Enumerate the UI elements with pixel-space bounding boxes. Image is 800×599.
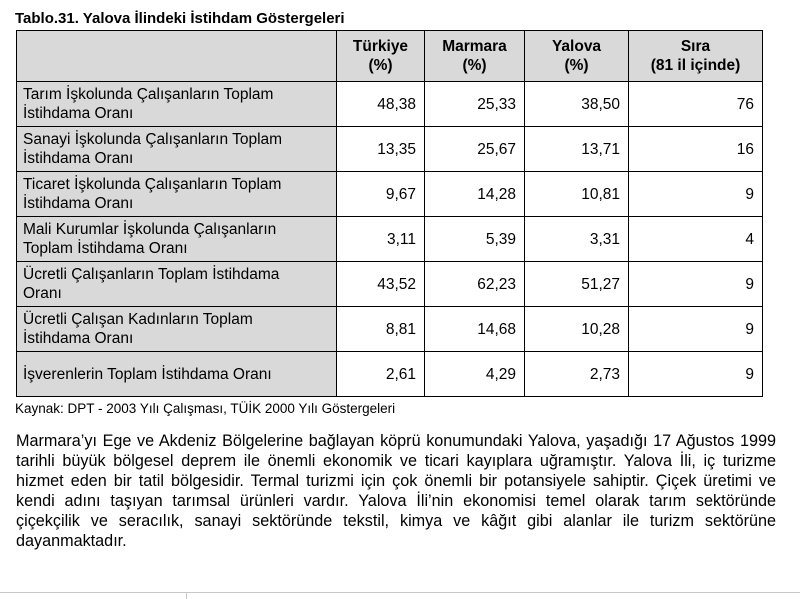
header-sira: Sıra (81 il içinde) [629, 31, 763, 82]
table-row [17, 127, 763, 172]
table-row [17, 82, 763, 127]
table-row [17, 352, 763, 397]
table-row [17, 217, 763, 262]
header-empty-cell [17, 31, 337, 82]
cell-turkiye: 13,35 [337, 127, 425, 172]
cell-turkiye: 8,81 [337, 307, 425, 352]
cell-sira: 4 [629, 217, 763, 262]
cell-marmara: 14,28 [425, 172, 525, 217]
table-header-row [17, 31, 763, 82]
table-row [17, 307, 763, 352]
cell-marmara: 25,33 [425, 82, 525, 127]
cell-yalova: 51,27 [525, 262, 629, 307]
table-caption: Tablo.31. Yalova İlindeki İstihdam Göstergeleri [15, 10, 345, 27]
cell-sira: 76 [629, 82, 763, 127]
cell-turkiye: 3,11 [337, 217, 425, 262]
row-label: Ücretli Çalışan Kadınların Toplam İstihdama Oranı [17, 307, 337, 352]
cell-marmara: 62,23 [425, 262, 525, 307]
body-paragraph: Marmara’yı Ege ve Akdeniz Bölgelerine bağlayan köprü konumundaki Yalova, yaşadığı 17 Ağustos 1999 tarihli büyük bölgesel deprem ile önemli ekonomik ve ticari kayıplara uğramıştır. Yalova İli, iç turizme hizmet eden bir tatil bölgesidir. Termal turizmi için çok önemli bir potansiyele sahiptir. Çiçek üretimi ve kendi adını taşıyan tarımsal ürünleri vardır. Yalova İli’nin ekonomisi temel olarak tarım sektöründe çiçekçilik ve seracılık, sanayi sektöründe tekstil, kimya ve kâğıt gibi alanlar ile turizm sektörüne dayanmaktadır. [16, 432, 776, 550]
employment-indicators-table [16, 30, 763, 397]
row-label: Ticaret İşkolunda Çalışanların Toplam İstihdama Oranı [17, 172, 337, 217]
cell-turkiye: 2,61 [337, 352, 425, 397]
header-marmara: Marmara (%) [425, 31, 525, 82]
row-label: Mali Kurumlar İşkolunda Çalışanların Toplam İstihdama Oranı [17, 217, 337, 262]
cell-sira: 9 [629, 262, 763, 307]
header-turkiye: Türkiye (%) [337, 31, 425, 82]
header-yalova: Yalova (%) [525, 31, 629, 82]
cell-yalova: 2,73 [525, 352, 629, 397]
cell-turkiye: 9,67 [337, 172, 425, 217]
cell-marmara: 5,39 [425, 217, 525, 262]
cell-yalova: 10,28 [525, 307, 629, 352]
cell-turkiye: 43,52 [337, 262, 425, 307]
row-label: Tarım İşkolunda Çalışanların Toplam İstihdama Oranı [17, 82, 337, 127]
cell-sira: 9 [629, 172, 763, 217]
row-label: Sanayi İşkolunda Çalışanların Toplam İstihdama Oranı [17, 127, 337, 172]
cell-sira: 9 [629, 307, 763, 352]
cell-yalova: 3,31 [525, 217, 629, 262]
page-bottom-divider [0, 592, 800, 593]
cell-sira: 16 [629, 127, 763, 172]
row-label: İşverenlerin Toplam İstihdama Oranı [17, 352, 337, 397]
table-row [17, 262, 763, 307]
cell-marmara: 14,68 [425, 307, 525, 352]
table-source-note: Kaynak: DPT - 2003 Yılı Çalışması, TÜİK 2000 Yılı Göstergeleri [15, 401, 396, 416]
cell-marmara: 25,67 [425, 127, 525, 172]
cell-turkiye: 48,38 [337, 82, 425, 127]
cell-sira: 9 [629, 352, 763, 397]
document-page [14, 10, 786, 551]
cell-yalova: 13,71 [525, 127, 629, 172]
cell-marmara: 4,29 [425, 352, 525, 397]
table-row [17, 172, 763, 217]
page-bottom-divider-tick [186, 592, 187, 599]
row-label: Ücretli Çalışanların Toplam İstihdama Oranı [17, 262, 337, 307]
cell-yalova: 38,50 [525, 82, 629, 127]
cell-yalova: 10,81 [525, 172, 629, 217]
